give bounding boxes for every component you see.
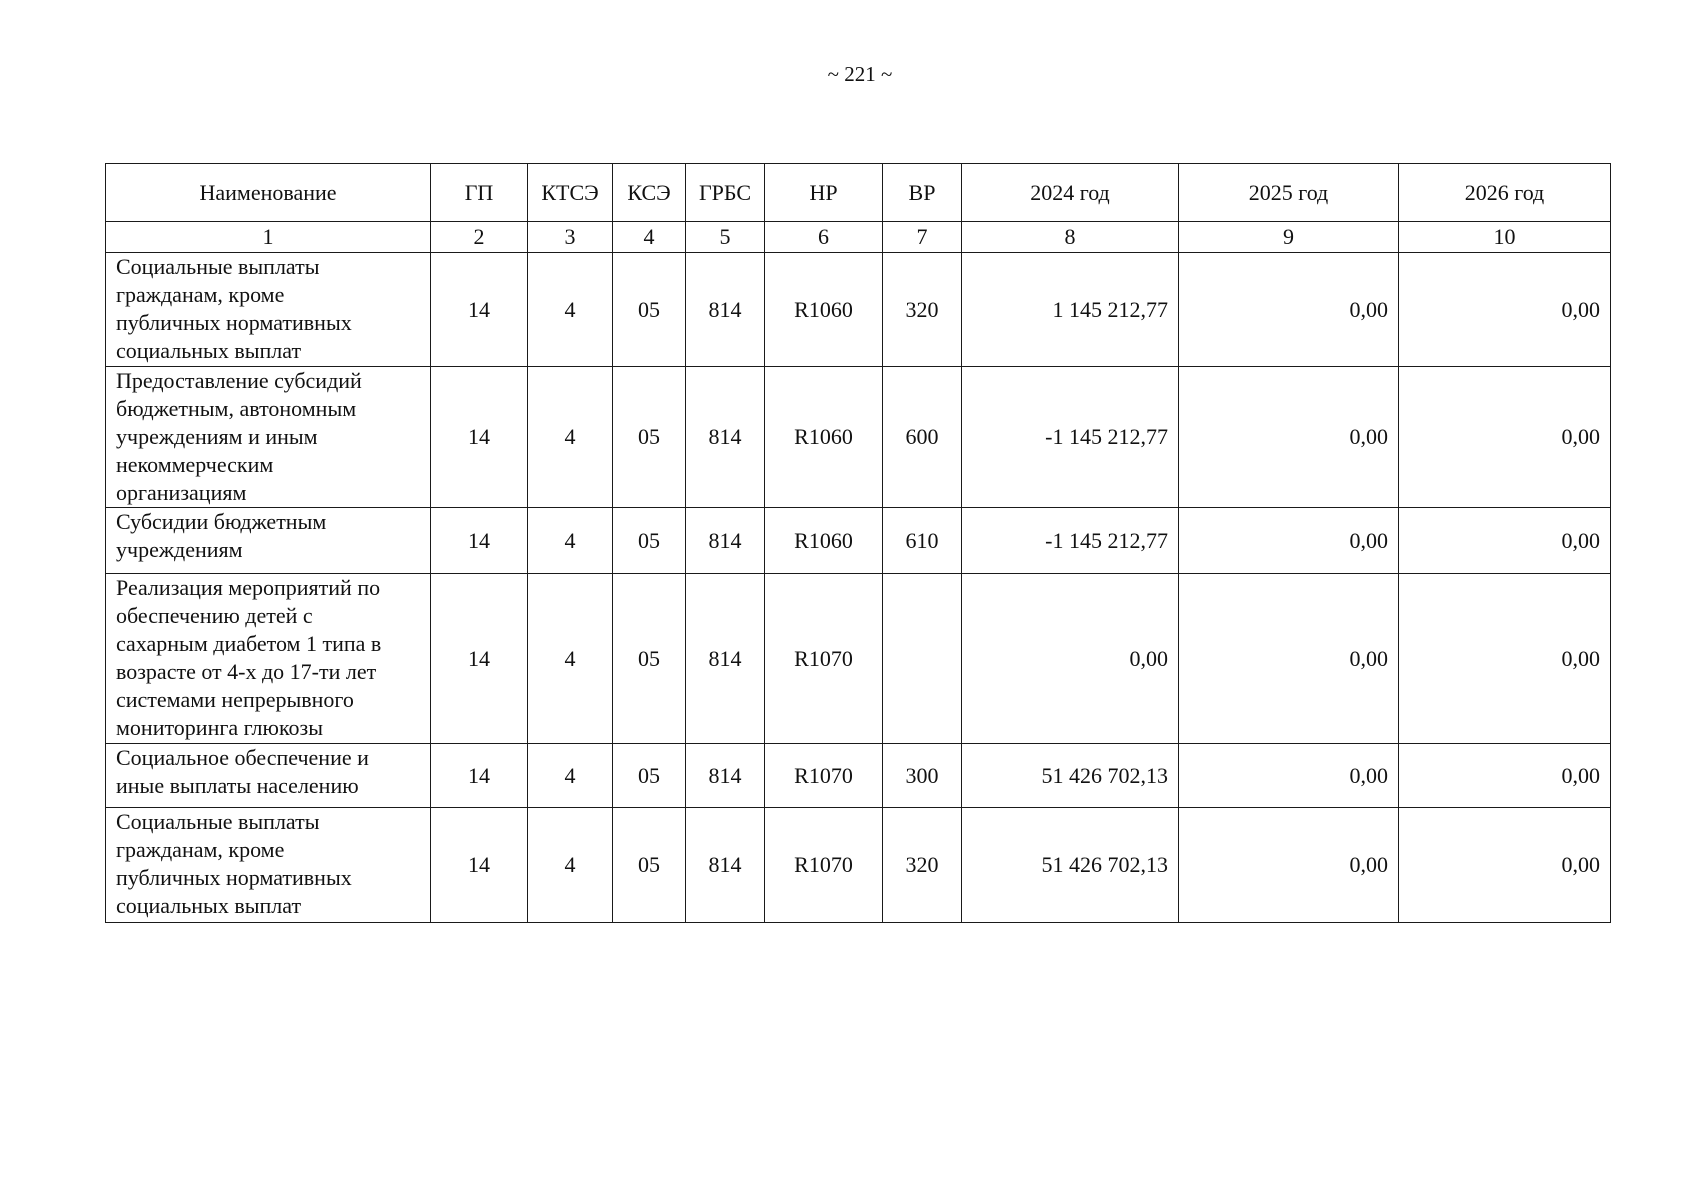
cell-2026: 0,00 [1399,253,1611,367]
cell-nr: R1060 [765,508,883,574]
cell-nr: R1070 [765,808,883,923]
row-name-line: некоммерческим [116,452,274,477]
column-number-row [106,222,1611,253]
row-name-line: социальных выплат [116,338,302,363]
row-name-line: сахарным диабетом 1 типа в [116,631,382,656]
cell-2025: 0,00 [1179,508,1399,574]
cell-2025: 0,00 [1179,253,1399,367]
row-name-line: обеспечению детей с [116,603,313,628]
cell-vr: 610 [883,508,962,574]
row-name-line: Социальные выплаты [116,254,320,279]
row-name-line: Реализация мероприятий по [116,575,381,600]
column-number: 10 [1399,222,1611,253]
cell-vr: 600 [883,367,962,508]
page-number: ~ 221 ~ [827,62,893,86]
header-gp: ГП [431,164,528,222]
row-name-line: Предоставление субсидий [116,368,362,393]
cell-kse: 05 [613,508,686,574]
row-name-line: возрасте от 4-х до 17-ти лет [116,659,377,684]
header-2025: 2025 год [1179,164,1399,222]
cell-2026: 0,00 [1399,367,1611,508]
column-number: 1 [106,222,431,253]
cell-gp: 14 [431,808,528,923]
cell-kse: 05 [613,253,686,367]
table-row [106,744,1611,808]
table-row [106,367,1611,508]
cell-2024: -1 145 212,77 [962,508,1179,574]
cell-vr [883,574,962,744]
row-name-line: Социальные выплаты [116,809,320,834]
row-name [106,508,431,574]
row-name-line: социальных выплат [116,893,302,918]
row-name-line: гражданам, кроме [116,837,285,862]
header-2024: 2024 год [962,164,1179,222]
cell-kse: 05 [613,808,686,923]
row-name [106,367,431,508]
cell-2025: 0,00 [1179,574,1399,744]
cell-vr: 300 [883,744,962,808]
column-number: 2 [431,222,528,253]
cell-2024: -1 145 212,77 [962,367,1179,508]
column-number: 8 [962,222,1179,253]
row-name [106,253,431,367]
row-name-line: Социальное обеспечение и [116,745,369,770]
row-name-line: мониторинга глюкозы [116,715,323,740]
cell-2024: 51 426 702,13 [962,744,1179,808]
cell-ktse: 4 [528,744,613,808]
row-name [106,744,431,808]
cell-2024: 0,00 [962,574,1179,744]
cell-ktse: 4 [528,574,613,744]
cell-grbs: 814 [686,574,765,744]
cell-grbs: 814 [686,253,765,367]
table-row [106,508,1611,574]
column-number: 3 [528,222,613,253]
cell-nr: R1070 [765,744,883,808]
cell-grbs: 814 [686,508,765,574]
column-number: 6 [765,222,883,253]
cell-kse: 05 [613,367,686,508]
cell-vr: 320 [883,808,962,923]
cell-2024: 51 426 702,13 [962,808,1179,923]
row-name-line: Субсидии бюджетным [116,509,327,534]
row-name-line: публичных нормативных [116,865,352,890]
cell-kse: 05 [613,744,686,808]
cell-2026: 0,00 [1399,808,1611,923]
header-grbs: ГРБС [686,164,765,222]
row-name-line: учреждениям и иным [116,424,318,449]
cell-nr: R1060 [765,253,883,367]
header-kse: КСЭ [613,164,686,222]
cell-gp: 14 [431,744,528,808]
cell-gp: 14 [431,367,528,508]
column-number: 7 [883,222,962,253]
row-name-line: иные выплаты населению [116,773,359,798]
row-name [106,808,431,923]
budget-table [105,163,1611,923]
cell-ktse: 4 [528,508,613,574]
column-number: 5 [686,222,765,253]
cell-gp: 14 [431,508,528,574]
header-row [106,164,1611,222]
cell-nr: R1070 [765,574,883,744]
cell-nr: R1060 [765,367,883,508]
cell-2025: 0,00 [1179,367,1399,508]
header-name: Наименование [106,164,431,222]
cell-2026: 0,00 [1399,744,1611,808]
cell-vr: 320 [883,253,962,367]
row-name-line: организациям [116,480,247,505]
row-name-line: бюджетным, автономным [116,396,357,421]
row-name-line: публичных нормативных [116,310,352,335]
cell-ktse: 4 [528,253,613,367]
header-vr: ВР [883,164,962,222]
row-name [106,574,431,744]
cell-2026: 0,00 [1399,508,1611,574]
table-row [106,808,1611,923]
row-name-line: учреждениям [116,537,243,562]
cell-grbs: 814 [686,744,765,808]
cell-grbs: 814 [686,367,765,508]
cell-2026: 0,00 [1399,574,1611,744]
table-row [106,574,1611,744]
cell-ktse: 4 [528,367,613,508]
cell-2025: 0,00 [1179,808,1399,923]
row-name-line: системами непрерывного [116,687,354,712]
header-nr: НР [765,164,883,222]
row-name-line: гражданам, кроме [116,282,285,307]
cell-2024: 1 145 212,77 [962,253,1179,367]
cell-2025: 0,00 [1179,744,1399,808]
cell-kse: 05 [613,574,686,744]
cell-gp: 14 [431,574,528,744]
header-ktse: КТСЭ [528,164,613,222]
header-2026: 2026 год [1399,164,1611,222]
table-row [106,253,1611,367]
column-number: 9 [1179,222,1399,253]
cell-ktse: 4 [528,808,613,923]
cell-gp: 14 [431,253,528,367]
cell-grbs: 814 [686,808,765,923]
column-number: 4 [613,222,686,253]
